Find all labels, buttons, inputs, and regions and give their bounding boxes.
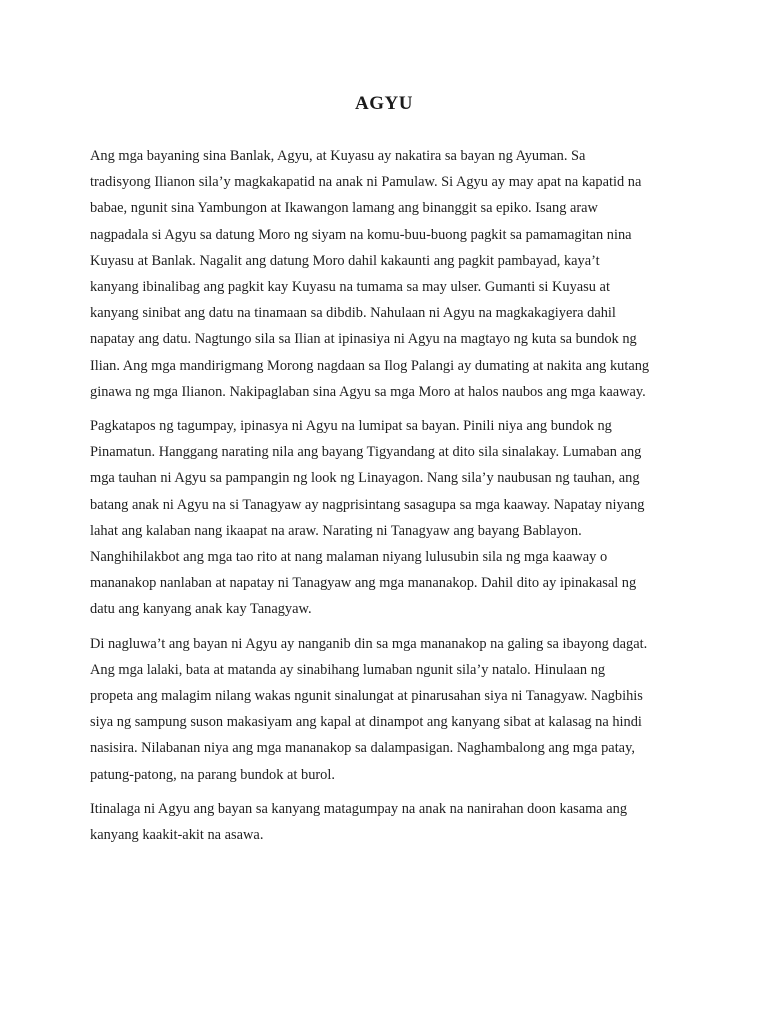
paragraph-3: Di nagluwa’t ang bayan ni Agyu ay nanganib din sa mga mananakop na galing sa ibayong dagat. Ang mga lalaki, bata at matanda ay sinabihang lumaban ngunit sila’y natalo. Hinulaan ng propeta ang malagim nilang wakas ngunit sinalungat at pinarusahan siya ni Tanagyaw. Nagbihis siya ng sampung suson makasiyam ang kapal at dinampot ang kanyang sibat at kalasag na hindi nasisira. Nilabanan niya ang mga mananakop sa dalampasigan. Naghambalong ang mga patay, patung-patong, na parang bundok at burol. — [90, 635, 648, 783]
document-body — [90, 143, 688, 856]
document-title: AGYU — [355, 93, 413, 114]
paragraph-4: Itinalaga ni Agyu ang bayan sa kanyang matagumpay na anak na nanirahan doon kasama ang kanyang kaakit-akit na asawa. — [90, 800, 628, 844]
paragraph-2: Pagkatapos ng tagumpay, ipinasya ni Agyu na lumipat sa bayan. Pinili niya ang bundok ng Pinamatun. Hanggang narating nila ang bayang Tigyandang at dito sila sinalakay. Lumaban ang mga tauhan ni Agyu sa pampangin ng look ng Linayagon. Nang sila’y naubusan ng tauhan, ang batang anak ni Agyu na si Tanagyaw ay nagprisintang sasagupa sa mga kaaway. Napatay niyang lahat ang kalaban nang ikaapat na araw. Narating ni Tanagyaw ang bayang Bablayon. Nanghihilakbot ang mga tao rito at nang malaman niyang lulusubin sila ng mga kaaway o mananakop nanlaban at napatay ni Tanagyaw ang mga mananakop. Dahil dito ay ipinakasal ng datu ang kanyang anak kay Tanagyaw. — [90, 418, 645, 618]
paragraph-1: Ang mga bayaning sina Banlak, Agyu, at Kuyasu ay nakatira sa bayan ng Ayuman. Sa tradisyong Ilianon sila’y magkakapatid na anak ni Pamulaw. Si Agyu ay may apat na kapatid na babae, ngunit sina Yambungon at Ikawangon lamang ang binanggit sa epiko. Isang araw nagpadala si Agyu sa datung Moro ng siyam na komu-buu-buong pagkit sa pamamagitan nina Kuyasu at Banlak. Nagalit ang datung Moro dahil kakaunti ang pagkit pambayad, kaya’t kanyang ibinalibag ang pagkit kay Kuyasu na tumama sa may ulser. Gumanti si Kuyasu at kanyang sinibat ang datu na tinamaan sa dibdib. Nahulaan ni Agyu na magkakagiyera dahil napatay ang datu. Nagtungo sila sa Ilian at ipinasiya ni Agyu na magtayo ng kuta sa bundok ng Ilian. Ang mga mandirigmang Morong nagdaan sa Ilog Palangi ay dumating at nakita ang kutang ginawa ng mga Ilianon. Nakipaglaban sina Agyu sa mga Moro at halos naubos ang mga kaaway. — [90, 148, 650, 400]
